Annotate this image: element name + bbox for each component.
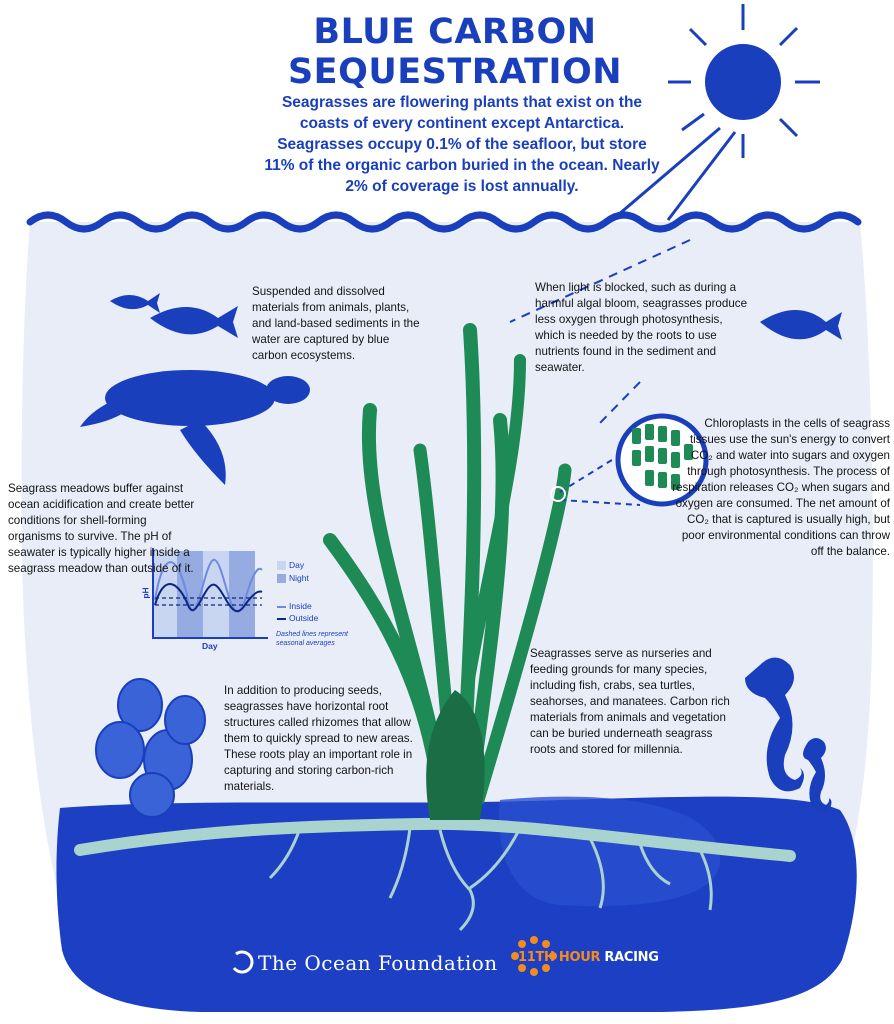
- chloroplasts-text: Chloroplasts in the cells of seagrass tissues use the sun's energy to convert CO₂ and water into sugars and oxygen through photosynthesis. The process of respiration releases CO₂ when sugars and oxygen are consumed. The net amount of CO₂ that is captured is usually high, but poor environmental conditions can throw off the balance.: [672, 417, 890, 558]
- legend-day: Day: [277, 560, 304, 570]
- page-title: [230, 12, 680, 92]
- nurseries-text: Seagrasses serve as nurseries and feeding grounds for many species, including fish, crabs, sea turtles, seahorses, and manatees. Carbon rich materials from animals and vegetation can be buried underneath seagrass roots and stored for millennia.: [530, 647, 730, 756]
- ocean-foundation-logo: The Ocean Foundation: [258, 951, 498, 975]
- legend-night: Night: [277, 573, 309, 583]
- chart-x-label: Day: [202, 641, 218, 651]
- chart-y-label: pH: [140, 587, 151, 599]
- light-blocked-text: When light is blocked, such as during a harmful algal bloom, seagrasses produce less oxygen through photosynthesis, which is needed by the roots to use nutrients found in the sediment and seawater.: [535, 281, 748, 374]
- legend-outside: Outside: [277, 613, 318, 623]
- racing-logo-accent: 11TH HOUR: [518, 950, 601, 965]
- intro-text: Seagrasses are flowering plants that exist on the coasts of every continent except Antarctica. Seagrasses occupy 0.1% of the seafloor, but store 11% of the organic carbon buried in the ocean. Nearly 2% of coverage is lost annually.: [264, 94, 660, 195]
- page-title-text: BLUE CARBON SEQUESTRATION: [287, 12, 623, 92]
- legend-inside: Inside: [277, 601, 312, 611]
- chart-note: Dashed lines represent seasonal averages: [276, 631, 348, 647]
- racing-logo-rest: RACING: [600, 950, 659, 965]
- seagrass-meadows-text: Seagrass meadows buffer against ocean acidification and create better conditions for shell-forming organisms to survive. The pH of seawater is typically higher inside a seagrass meadow than outside of it.: [8, 482, 195, 575]
- suspended-materials-text: Suspended and dissolved materials from animals, plants, and land-based sediments in the water are captured by blue carbon ecosystems.: [252, 285, 420, 362]
- rhizomes-text: In addition to producing seeds, seagrasses have horizontal root structures called rhizomes that allow them to quickly spread to new areas. These roots play an important role in capturing and storing carbon-rich materials.: [224, 684, 413, 793]
- racing-logo: [518, 950, 659, 965]
